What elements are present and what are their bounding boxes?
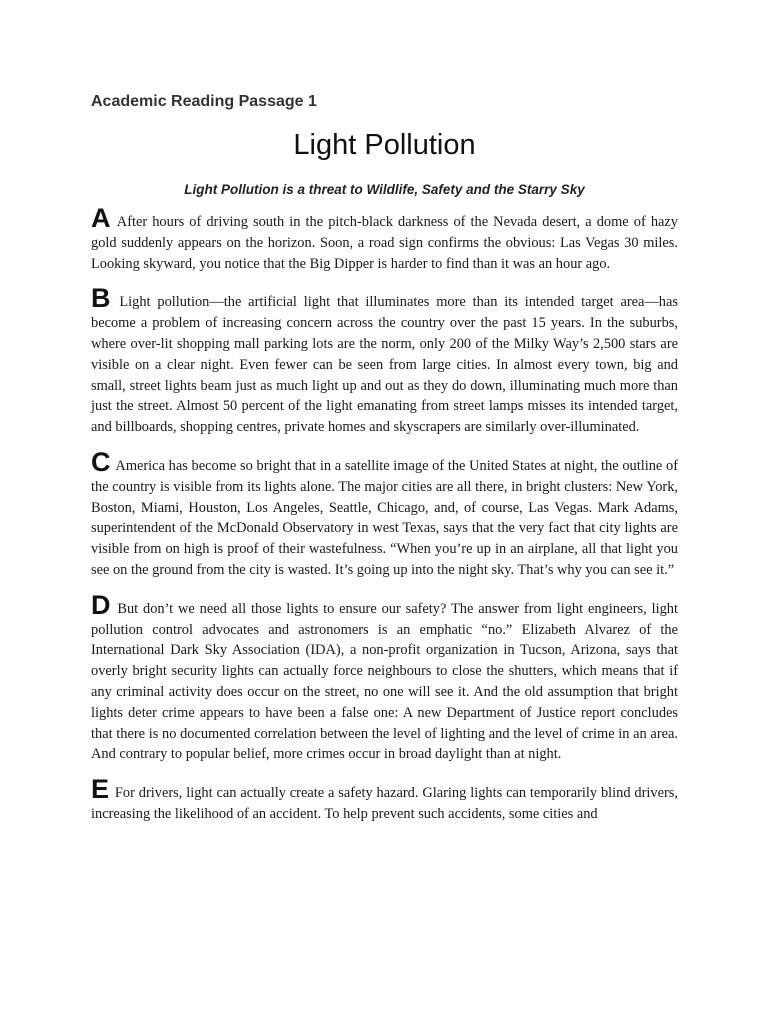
paragraph-d: [91, 589, 678, 765]
paragraph-letter: E: [91, 774, 110, 805]
paragraph-text: After hours of driving south in the pitch-black darkness of the Nevada desert, a dome of hazy gold suddenly appears on the horizon. Soon, a road sign confirms the obvious: Las Vegas 30 miles. Looking skyward, you notice that the Big Dipper is harder to find than it was an hour ago.: [91, 214, 678, 272]
paragraph-text: America has become so bright that in a satellite image of the United States at night, the outline of the country is visible from its lights alone. The major cities are all there, in bright clusters: New York, Boston, Miami, Houston, Los Angeles, Seattle, Chicago, and, of course, Las Vegas. Mark Adams, superintendent of the McDonald Observatory in west Texas, says that the very fact that city lights are visible from on high is proof of their wastefulness. “When you’re up in an airplane, all that light you see on the ground from the city is wasted. It’s going up into the night sky. That’s why you can see it.”: [91, 457, 678, 578]
paragraph-letter: B: [91, 283, 111, 314]
paragraph-text: Light pollution—the artificial light that illuminates more than its intended target area—has become a problem of increasing concern across the country over the past 15 years. In the suburbs, where over-lit shopping mall parking lots are the norm, only 200 of the Milky Way’s 2,500 stars are visible on a clear night. Even fewer can be seen from large cities. In almost every town, big and small, street lights beam just as much light up and out as they do down, illuminating much more than just the street. Almost 50 percent of the light emanating from street lamps misses its intended target, and billboards, shopping centres, private homes and skyscrapers are similarly over-illuminated.: [91, 294, 678, 436]
paragraph-b: [91, 283, 678, 438]
paragraph-letter: D: [91, 589, 111, 620]
document-title: Light Pollution: [293, 129, 476, 161]
paragraph-letter: C: [91, 446, 111, 477]
passage-label: Academic Reading Passage 1: [91, 93, 317, 110]
document-subtitle: Light Pollution is a threat to Wildlife, Safety and the Starry Sky: [184, 182, 585, 197]
paragraph-letter: A: [91, 203, 111, 233]
paragraph-c: [91, 446, 678, 581]
paragraph-text: But don’t we need all those lights to ensure our safety? The answer from light engineers, light pollution control advocates and astronomers is an emphatic “no.” Elizabeth Alvarez of the International Dark Sky Association (IDA), a non-profit organization in Tucson, Arizona, says that overly bright security lights can actually force neighbours to close the shutters, which means that if any criminal activity does occur on the street, no one will see it. And the old assumption that bright lights deter crime appears to have been a false one: A new Department of Justice report concludes that there is no documented correlation between the level of lighting and the level of crime in an area. And contrary to popular belief, more crimes occur in broad daylight than at night.: [91, 600, 678, 763]
paragraph-e: [91, 774, 678, 825]
paragraph-text: For drivers, light can actually create a safety hazard. Glaring lights can temporarily blind drivers, increasing the likelihood of an accident. To help prevent such accidents, some cities and: [91, 785, 678, 822]
paragraph-a: [91, 203, 678, 274]
